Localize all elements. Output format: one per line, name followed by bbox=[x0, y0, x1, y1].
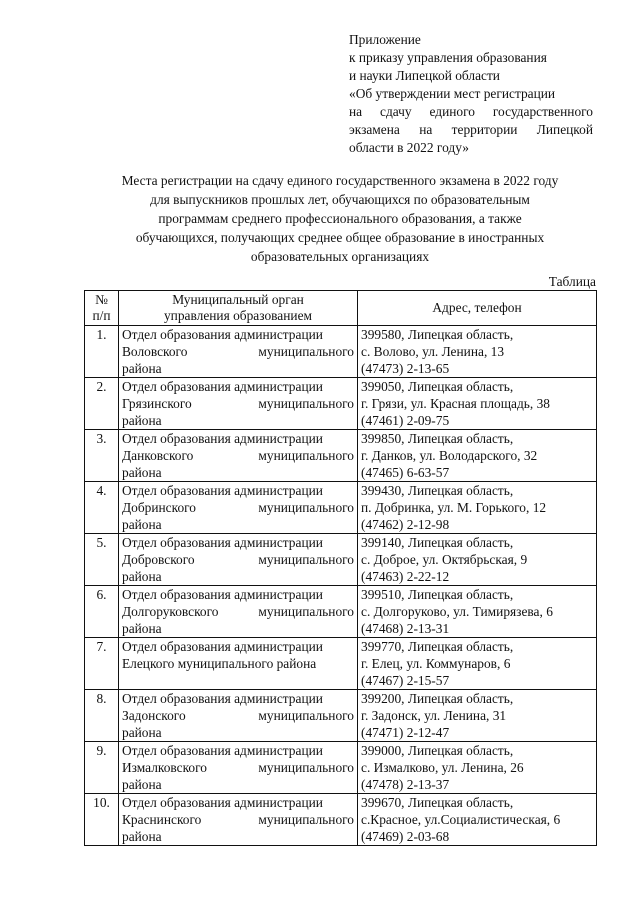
org-line: района bbox=[122, 413, 162, 428]
org-word: муниципального bbox=[258, 708, 354, 723]
address-line: 399000, Липецкая область, bbox=[361, 743, 514, 758]
appendix-line: «Об утверждении мест регистрации bbox=[349, 86, 556, 101]
org-line bbox=[122, 499, 354, 516]
header-number-line: № bbox=[95, 292, 108, 307]
org-line bbox=[122, 395, 354, 412]
row-address bbox=[358, 690, 597, 742]
title-line: образовательных организациях bbox=[250, 249, 430, 264]
address-line: с. Долгоруково, ул. Тимирязева, 6 bbox=[361, 604, 553, 619]
org-word: Воловского bbox=[122, 344, 188, 359]
row-address bbox=[358, 638, 597, 690]
org-word: Данковского bbox=[122, 448, 194, 463]
table-row bbox=[85, 586, 597, 638]
table-row bbox=[85, 534, 597, 586]
org-line: Отдел образования администрации bbox=[122, 639, 323, 654]
address-line: п. Добринка, ул. М. Горького, 12 bbox=[361, 500, 547, 515]
org-line bbox=[122, 707, 354, 724]
org-word: муниципального bbox=[258, 396, 354, 411]
row-number: 1. bbox=[85, 326, 119, 378]
org-word: муниципального bbox=[258, 552, 354, 567]
appendix-header bbox=[349, 31, 593, 157]
address-line: 399200, Липецкая область, bbox=[361, 691, 514, 706]
org-line: Отдел образования администрации bbox=[122, 379, 323, 394]
row-address bbox=[358, 326, 597, 378]
title-line: для выпускников прошлых лет, обучающихся по образовательным bbox=[150, 192, 530, 207]
address-line: 399050, Липецкая область, bbox=[361, 379, 514, 394]
org-word: муниципального bbox=[258, 500, 354, 515]
address-line: 399850, Липецкая область, bbox=[361, 431, 514, 446]
row-number: 8. bbox=[85, 690, 119, 742]
title-line: Места регистрации на сдачу единого государственного экзамена в 2022 году bbox=[121, 173, 559, 188]
phone-line: (47469) 2-03-68 bbox=[361, 829, 450, 844]
org-line: Отдел образования администрации bbox=[122, 483, 323, 498]
phone-line: (47468) 2-13-31 bbox=[361, 621, 450, 636]
row-address bbox=[358, 586, 597, 638]
appendix-line: области в 2022 году» bbox=[349, 140, 469, 155]
address-line: 399670, Липецкая область, bbox=[361, 795, 514, 810]
row-address bbox=[358, 482, 597, 534]
org-word: муниципального bbox=[258, 448, 354, 463]
org-word: муниципального bbox=[258, 344, 354, 359]
phone-line: (47467) 2-15-57 bbox=[361, 673, 450, 688]
title-line: обучающихся, получающих среднее общее образование в иностранных bbox=[135, 230, 545, 245]
phone-line: (47471) 2-12-47 bbox=[361, 725, 450, 740]
table-label: Таблица bbox=[548, 274, 596, 289]
phone-line: (47461) 2-09-75 bbox=[361, 413, 450, 428]
org-line: Отдел образования администрации bbox=[122, 431, 323, 446]
org-line: Отдел образования администрации bbox=[122, 795, 323, 810]
org-word: муниципального bbox=[258, 604, 354, 619]
org-line bbox=[122, 551, 354, 568]
table-row bbox=[85, 326, 597, 378]
address-line: с. Измалково, ул. Ленина, 26 bbox=[361, 760, 524, 775]
org-line: Отдел образования администрации bbox=[122, 535, 323, 550]
org-word: Измалковского bbox=[122, 760, 207, 775]
org-line: района bbox=[122, 829, 162, 844]
address-line: г. Грязи, ул. Красная площадь, 38 bbox=[361, 396, 550, 411]
org-line bbox=[122, 603, 354, 620]
org-line: района bbox=[122, 777, 162, 792]
org-word: Добринского bbox=[122, 500, 196, 515]
address-line: с. Волово, ул. Ленина, 13 bbox=[361, 344, 505, 359]
org-word: Задонского bbox=[122, 708, 186, 723]
org-word: Добровского bbox=[122, 552, 195, 567]
org-line: района bbox=[122, 361, 162, 376]
address-line: 399140, Липецкая область, bbox=[361, 535, 514, 550]
title-line: программам среднего профессионального образования, а также bbox=[158, 211, 522, 226]
header-organization-line: управления образованием bbox=[163, 308, 312, 323]
row-organization bbox=[119, 794, 358, 846]
org-line: Елецкого муниципального района bbox=[122, 656, 317, 671]
header-number-line: п/п bbox=[92, 308, 111, 323]
header-number bbox=[85, 291, 119, 326]
row-organization bbox=[119, 482, 358, 534]
org-line: района bbox=[122, 465, 162, 480]
org-line: района bbox=[122, 725, 162, 740]
row-address bbox=[358, 534, 597, 586]
org-word: Краснинского bbox=[122, 812, 202, 827]
org-line: Отдел образования администрации bbox=[122, 691, 323, 706]
address-line: г. Елец, ул. Коммунаров, 6 bbox=[361, 656, 511, 671]
phone-line: (47463) 2-22-12 bbox=[361, 569, 450, 584]
row-number: 6. bbox=[85, 586, 119, 638]
org-line: Отдел образования администрации bbox=[122, 327, 323, 342]
row-organization bbox=[119, 534, 358, 586]
org-line bbox=[122, 811, 354, 828]
row-number: 2. bbox=[85, 378, 119, 430]
org-line bbox=[122, 759, 354, 776]
phone-line: (47462) 2-12-98 bbox=[361, 517, 450, 532]
row-organization bbox=[119, 638, 358, 690]
address-line: 399770, Липецкая область, bbox=[361, 639, 514, 654]
row-number: 3. bbox=[85, 430, 119, 482]
header-organization-line: Муниципальный орган bbox=[172, 292, 304, 307]
table-row bbox=[85, 690, 597, 742]
row-number: 5. bbox=[85, 534, 119, 586]
appendix-line: экзамена на территории Липецкой bbox=[349, 122, 593, 137]
appendix-line: к приказу управления образования bbox=[349, 50, 547, 65]
table-row bbox=[85, 378, 597, 430]
address-line: г. Данков, ул. Володарского, 32 bbox=[361, 448, 538, 463]
org-line: Отдел образования администрации bbox=[122, 587, 323, 602]
address-line: 399430, Липецкая область, bbox=[361, 483, 514, 498]
table-body bbox=[85, 326, 597, 846]
table-row bbox=[85, 430, 597, 482]
phone-line: (47473) 2-13-65 bbox=[361, 361, 450, 376]
row-number: 7. bbox=[85, 638, 119, 690]
row-address bbox=[358, 430, 597, 482]
row-organization bbox=[119, 586, 358, 638]
row-organization bbox=[119, 326, 358, 378]
row-organization bbox=[119, 430, 358, 482]
row-organization bbox=[119, 378, 358, 430]
phone-line: (47478) 2-13-37 bbox=[361, 777, 450, 792]
row-number: 10. bbox=[85, 794, 119, 846]
row-number: 9. bbox=[85, 742, 119, 794]
row-address bbox=[358, 742, 597, 794]
document-title bbox=[80, 171, 600, 266]
org-line: Отдел образования администрации bbox=[122, 743, 323, 758]
row-organization bbox=[119, 690, 358, 742]
org-line bbox=[122, 343, 354, 360]
table-row bbox=[85, 638, 597, 690]
table-row bbox=[85, 794, 597, 846]
table-row bbox=[85, 482, 597, 534]
org-word: муниципального bbox=[258, 812, 354, 827]
address-line: 399580, Липецкая область, bbox=[361, 327, 514, 342]
table-header-row bbox=[85, 291, 597, 326]
appendix-line: на сдачу единого государственного bbox=[349, 104, 593, 119]
address-line: с. Доброе, ул. Октябрьская, 9 bbox=[361, 552, 528, 567]
header-organization bbox=[119, 291, 358, 326]
org-word: Грязинского bbox=[122, 396, 192, 411]
address-line: с.Красное, ул.Социалистическая, 6 bbox=[361, 812, 561, 827]
appendix-line: Приложение bbox=[349, 32, 421, 47]
phone-line: (47465) 6-63-57 bbox=[361, 465, 450, 480]
address-line: г. Задонск, ул. Ленина, 31 bbox=[361, 708, 507, 723]
org-line: района bbox=[122, 517, 162, 532]
org-line: района bbox=[122, 569, 162, 584]
registration-table bbox=[84, 290, 597, 846]
row-address bbox=[358, 378, 597, 430]
org-line bbox=[122, 447, 354, 464]
row-address bbox=[358, 794, 597, 846]
table-row bbox=[85, 742, 597, 794]
row-organization bbox=[119, 742, 358, 794]
header-address: Адрес, телефон bbox=[358, 291, 597, 326]
row-number: 4. bbox=[85, 482, 119, 534]
org-word: Долгоруковского bbox=[122, 604, 219, 619]
org-line: района bbox=[122, 621, 162, 636]
address-line: 399510, Липецкая область, bbox=[361, 587, 514, 602]
appendix-line: и науки Липецкой области bbox=[349, 68, 500, 83]
org-word: муниципального bbox=[258, 760, 354, 775]
